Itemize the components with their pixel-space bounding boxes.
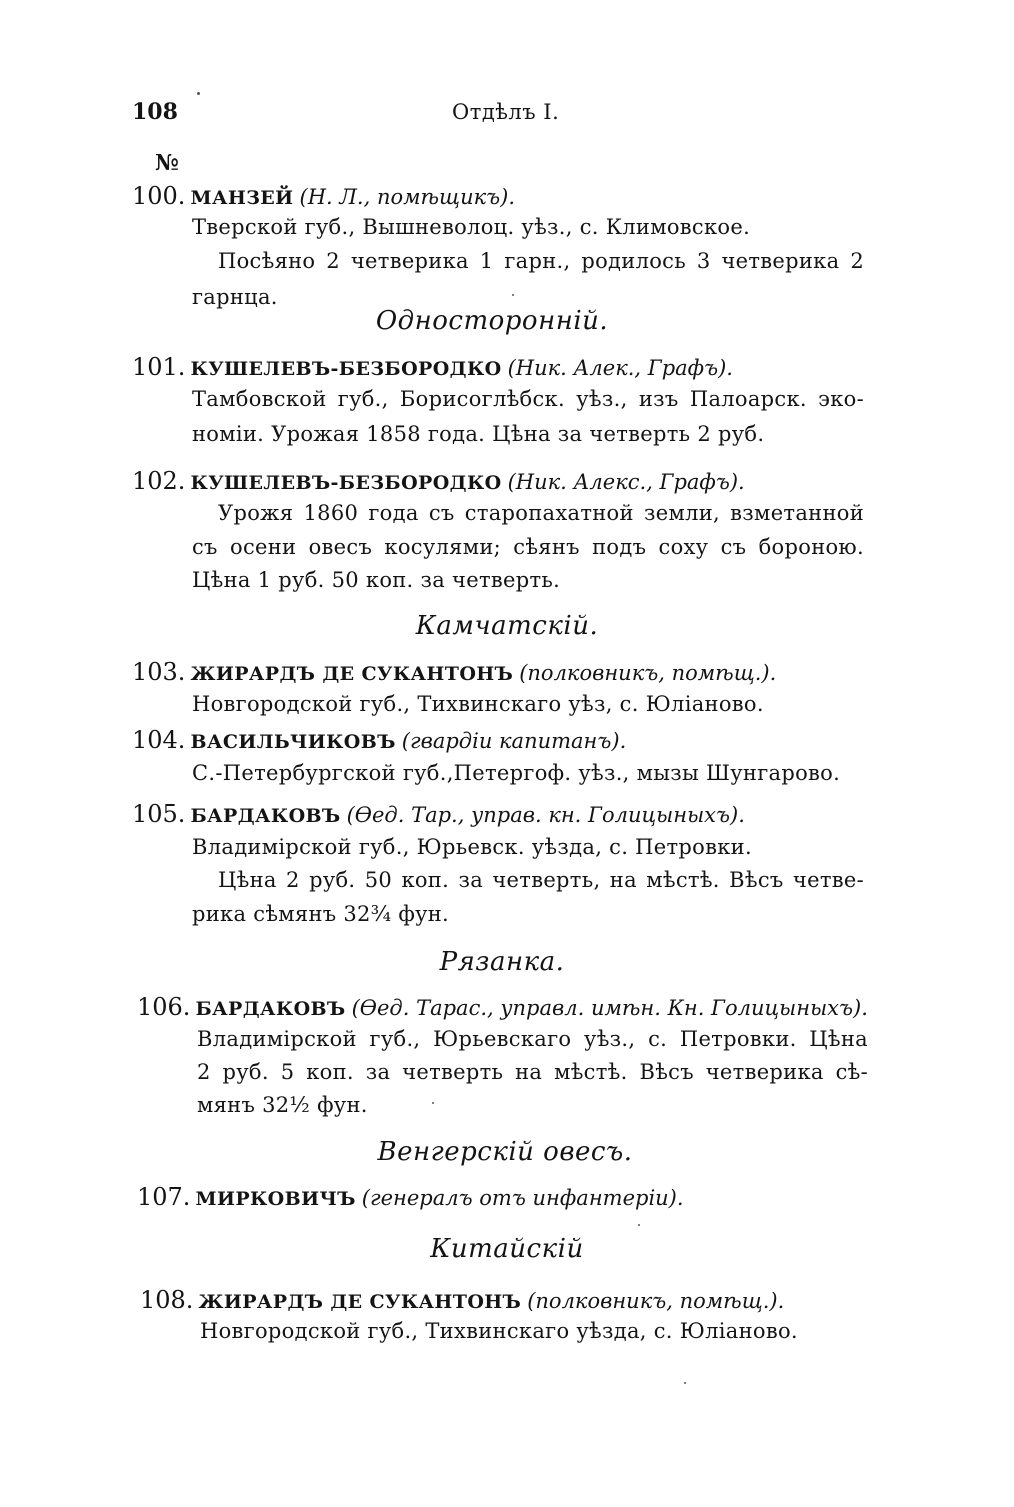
entry-note: (Ѳед. Тарас., управл. имѣн. Кн. Голицыныхъ). [351, 996, 868, 1020]
section-heading-5: Китайскій [430, 1234, 584, 1264]
entry-number: 107. [137, 1183, 191, 1211]
page-number: 108 [132, 99, 178, 125]
entry-108-line-1: Новгородской губ., Тихвинскаго уѣзда, с. Юліаново. [200, 1319, 798, 1343]
number-sign: № [155, 150, 179, 176]
entry-note: (Ник. Алекс., Графъ). [507, 470, 745, 494]
section-heading-1: Односторонній. [375, 306, 609, 336]
entry-number: 103. [132, 658, 186, 686]
entry-104-title [132, 726, 626, 754]
entry-name: МАНЗЕЙ [190, 187, 294, 209]
scan-speck [432, 1102, 434, 1104]
entry-100-line-2: Посѣяно 2 четверика 1 гарн., родилось 3 четверика 2 [218, 249, 864, 273]
entry-105-line-2: Цѣна 2 руб. 50 коп. за четверть, на мѣстѣ. Вѣсъ четве- [218, 868, 864, 892]
section-heading-4: Венгерскій овесъ. [377, 1137, 633, 1167]
entry-107-title [137, 1183, 684, 1211]
entry-name: ЖИРАРДЪ ДЕ СУКАНТОНЪ [190, 663, 514, 685]
entry-name: МИРКОВИЧЪ [195, 1188, 356, 1210]
entry-101-line-1: Тамбовской губ., Борисоглѣбск. уѣз., изъ Палоарск. эко- [192, 387, 864, 411]
entry-102-line-2: съ осени овесъ косулями; сѣянъ подъ соху съ бороною. [192, 535, 864, 559]
entry-name: ВАСИЛЬЧИКОВЪ [190, 731, 396, 753]
entry-note: (Н. Л., помѣщикъ). [299, 185, 515, 209]
entry-note: (гвардіи капитанъ). [401, 729, 627, 753]
entry-note: (Ѳед. Тар., управ. кн. Голицыныхъ). [346, 803, 745, 827]
entry-105-line-3: рика сѣмянъ 32¾ фун. [192, 902, 450, 926]
entry-103-title [132, 658, 776, 686]
entry-number: 106. [137, 993, 191, 1021]
entry-101-line-2: номіи. Урожая 1858 года. Цѣна за четверть 2 руб. [192, 422, 765, 446]
entry-106-line-3: мянъ 32½ фун. [197, 1093, 368, 1117]
entry-102-line-3: Цѣна 1 руб. 50 коп. за четверть. [192, 568, 561, 592]
entry-108-title [140, 1286, 784, 1314]
entry-105-line-1: Владимірской губ., Юрьевск. уѣзда, с. Петровки. [192, 835, 752, 859]
entry-102-line-1: Урожя 1860 года съ старопахатной земли, взметанной [218, 501, 864, 525]
entry-note: (полковникъ, помѣщ.). [527, 1289, 785, 1313]
entry-number: 102. [132, 467, 186, 495]
entry-number: 105. [132, 800, 186, 828]
entry-100-line-1: Тверской губ., Вышневолоц. уѣз., с. Климовское. [192, 215, 751, 239]
entry-100-line-3: гарнца. [192, 285, 278, 309]
entry-102-title [132, 467, 745, 495]
entry-103-line-1: Новгородской губ., Тихвинскаго уѣз, с. Юліаново. [192, 692, 764, 716]
entry-number: 104. [132, 726, 186, 754]
entry-number: 108. [140, 1286, 194, 1314]
scan-speck [638, 1224, 640, 1226]
entry-name: БАРДАКОВЪ [195, 998, 346, 1020]
entry-106-title [137, 993, 868, 1021]
entry-number: 100. [132, 182, 186, 210]
entry-name: ЖИРАРДЪ ДЕ СУКАНТОНЪ [198, 1291, 522, 1313]
entry-100-title [132, 182, 515, 210]
scan-speck [197, 92, 200, 95]
scan-speck [684, 1382, 686, 1384]
entry-note: (генералъ отъ инфантеріи). [361, 1186, 684, 1210]
section-heading-3: Рязанка. [439, 947, 565, 977]
section-heading-2: Камчатскій. [415, 611, 599, 641]
entry-name: КУШЕЛЕВЪ-БЕЗБОРОДКО [190, 472, 502, 494]
entry-106-line-2: 2 руб. 5 коп. за четверть на мѣстѣ. Вѣсъ четверика сѣ- [197, 1060, 868, 1084]
scan-speck [512, 294, 514, 296]
entry-106-line-1: Владимірской губ., Юрьевскаго уѣз., с. Петровки. Цѣна [197, 1027, 868, 1051]
entry-name: КУШЕЛЕВЪ-БЕЗБОРОДКО [190, 358, 502, 380]
entry-note: (полковникъ, помѣщ.). [519, 661, 777, 685]
entry-number: 101. [132, 353, 186, 381]
entry-101-title [132, 353, 733, 381]
entry-name: БАРДАКОВЪ [190, 805, 341, 827]
entry-105-title [132, 800, 745, 828]
entry-104-line-1: С.-Петербургской губ.,Петергоф. уѣз., мызы Шунгарово. [192, 761, 841, 785]
running-head: Отдѣлъ I. [452, 100, 560, 124]
entry-note: (Ник. Алек., Графъ). [507, 356, 733, 380]
